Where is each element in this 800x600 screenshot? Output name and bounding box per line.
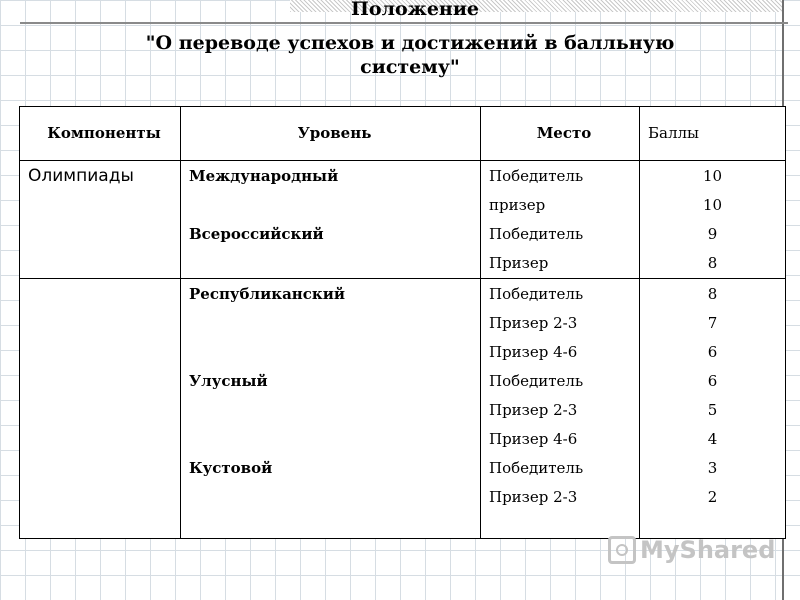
points-item: 4 [707, 430, 718, 448]
document-subtitle: "О переводе успехов и достижений в балльную систему" [145, 32, 675, 78]
place-item: Призер 2-3 [489, 488, 578, 506]
points-item: 3 [707, 459, 718, 477]
points-item: 2 [707, 488, 718, 506]
place-item: призер [489, 196, 546, 214]
place-item: Победитель [489, 285, 584, 303]
points-item: 8 [707, 285, 718, 303]
points-item: 7 [707, 314, 718, 332]
table-row [20, 279, 786, 539]
points-item: 10 [702, 167, 723, 185]
level-item [189, 396, 480, 425]
place-cell [481, 279, 640, 539]
header-components: Компоненты [20, 107, 181, 161]
place-item: Победитель [489, 225, 584, 243]
place-cell [481, 161, 640, 279]
points-cell [640, 161, 786, 279]
place-item: Призер 2-3 [489, 314, 578, 332]
points-item: 5 [707, 401, 718, 419]
level-item [189, 309, 480, 338]
level-item [189, 425, 480, 454]
watermark-logo [608, 536, 775, 564]
watermark-text: MyShared [640, 536, 776, 564]
level-cell [181, 161, 481, 279]
presentation-icon [608, 536, 636, 564]
level-item [189, 483, 480, 512]
points-item: 6 [707, 343, 718, 361]
top-rule [20, 22, 788, 24]
place-item: Призер 2-3 [489, 401, 578, 419]
place-item: Победитель [489, 459, 584, 477]
points-item: 6 [707, 372, 718, 390]
level-item [189, 191, 480, 220]
points-cell [640, 279, 786, 539]
place-item: Призер 4-6 [489, 430, 578, 448]
points-item: 9 [707, 225, 718, 243]
level-item [189, 338, 480, 367]
level-item [189, 249, 480, 278]
place-item: Призер [489, 254, 549, 272]
place-item: Победитель [489, 167, 584, 185]
place-item: Призер 4-6 [489, 343, 578, 361]
header-points: Баллы [640, 107, 786, 161]
component-cell [20, 161, 181, 279]
level-item: Республиканский [189, 285, 345, 303]
component-cell [20, 279, 181, 539]
level-item: Кустовой [189, 459, 273, 477]
points-item: 8 [707, 254, 718, 272]
level-item: Всероссийский [189, 225, 324, 243]
header-level: Уровень [181, 107, 481, 161]
level-cell [181, 279, 481, 539]
table-header-row [20, 107, 786, 161]
component-empty [28, 280, 180, 309]
component-olympiads: Олимпиады [28, 166, 134, 186]
points-item: 10 [702, 196, 723, 214]
document-title: Положение [350, 0, 480, 20]
table-row [20, 161, 786, 279]
points-table [19, 106, 786, 539]
level-item: Международный [189, 167, 339, 185]
place-item: Победитель [489, 372, 584, 390]
header-place: Место [481, 107, 640, 161]
level-item: Улусный [189, 372, 268, 390]
